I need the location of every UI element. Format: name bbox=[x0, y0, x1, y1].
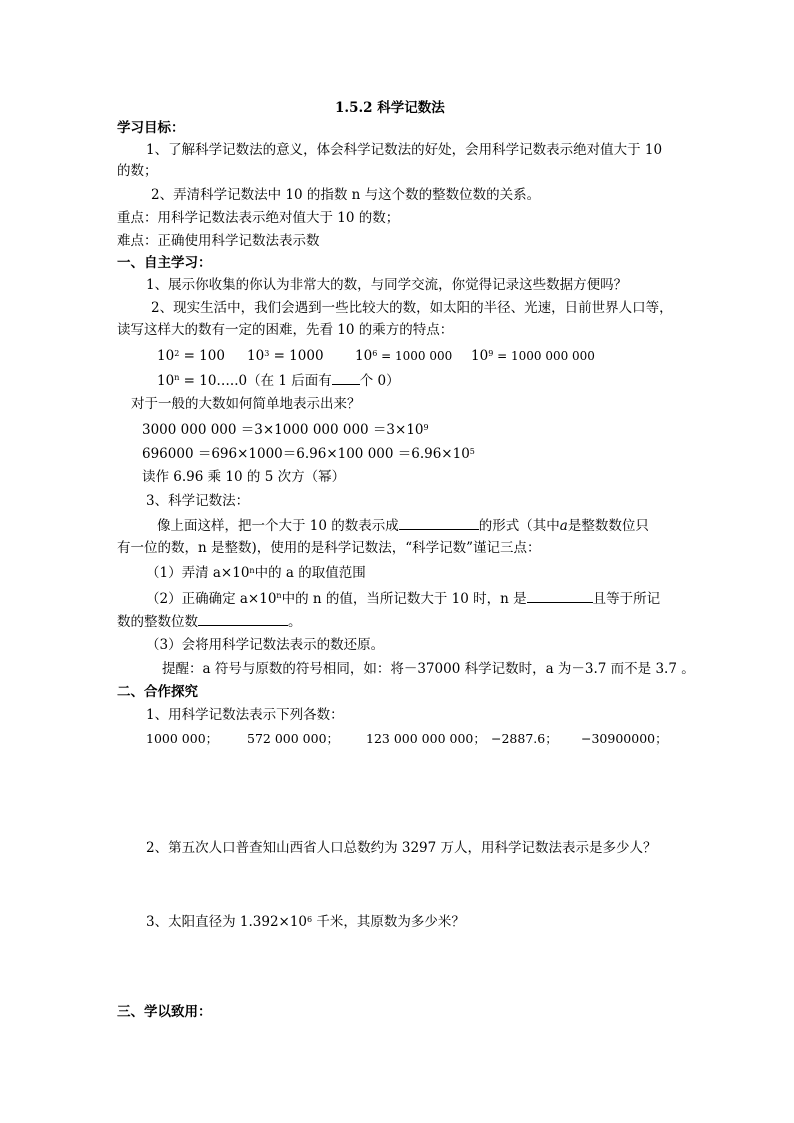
example-3-billion: 3000 000 000 ＝3×1000 000 $000 =3\times 10^9$ bbox=[142, 422, 429, 438]
power-general: $10^n$ = 10…..0（在 1 后面有 个 0） bbox=[157, 370, 400, 391]
page-title: 1.5.2 科学记数法 bbox=[335, 100, 445, 116]
power-example-3: $10^6 = 1000$ 000 bbox=[355, 348, 453, 364]
section-1-heading: 一、自主学习： bbox=[117, 255, 212, 271]
power-example-4: $10^9 = 1000$ 000 000 bbox=[471, 348, 595, 364]
s2-question-1: 1、用科学记数法表示下列各数： bbox=[146, 707, 344, 723]
point-1: （1）弄清 $a\times 10^n$中的 a 的取值范围 bbox=[146, 565, 366, 581]
point-2-line-1: （2）正确确定 $a\times 10^n$中的 n 的值，当所记数大于 10 时，n 是 且等于所记 bbox=[146, 588, 660, 609]
answer-blank[interactable] bbox=[332, 370, 360, 385]
big-number-question: 对于一般的大数如何简单地表示出来？ bbox=[131, 396, 361, 412]
point-3: （3）会将用科学记数法表示的数还原。 bbox=[146, 637, 385, 653]
power-example-1: $10^2 = 100$ bbox=[157, 348, 225, 364]
point-2-line-2: 数的整数位数 。 bbox=[117, 611, 302, 632]
s1-item-3-line-2: 有一位的数，n 是整数)，使用的是科学记数法，“科学记数”谨记三点： bbox=[117, 540, 541, 556]
number-3: 123 000 000 000； bbox=[366, 731, 486, 746]
s1-item-2-line-1: 2、现实生活中，我们会遇到一些比较大的数，如太阳的半径、光速，日前世界人口等， bbox=[151, 300, 673, 316]
goal-1-line-1: 1、了解科学记数法的意义，体会科学记数法的好处，会用科学记数表示绝对值大于 10 bbox=[146, 142, 663, 158]
s1-item-3-line-1: 像上面这样，把一个大于 10 的数表示成 的形式（其中a是整数数位只 bbox=[157, 515, 649, 536]
reminder-note: 提醒：a 符号与原数的符号相同，如：将－37000 科学记数时，a 为－3.7 而不是 3.7 。 bbox=[162, 661, 695, 677]
answer-blank[interactable] bbox=[399, 515, 479, 530]
number-4: −2887.6； bbox=[491, 731, 558, 746]
goals-heading: 学习目标： bbox=[117, 120, 185, 136]
section-2-heading: 二、合作探究 bbox=[117, 684, 198, 700]
focus-line: 重点：用科学记数法表示绝对值大于 10 的数； bbox=[117, 210, 400, 226]
number-2: 572 000 000； bbox=[247, 731, 340, 746]
s1-item-2-line-2: 读写这样大的数有一定的困难，先看 10 的乘方的特点： bbox=[117, 322, 454, 338]
s2-question-2: 2、第五次人口普查知山西省人口总数约为 3297 万人，用科学记数法表示是多少人？ bbox=[146, 840, 657, 856]
power-example-2: $10^3 = 1000$ bbox=[247, 348, 324, 364]
difficulty-line: 难点：正确使用科学记数法表示数 bbox=[117, 233, 320, 249]
answer-blank[interactable] bbox=[527, 588, 593, 603]
s1-item-1: 1、展示你收集的你认为非常大的数，与同学交流，你觉得记录这些数据方便吗？ bbox=[146, 277, 628, 293]
s2-question-3: 3、太阳直径为 $1.392\times 10^6$ 千米，其原数为多少米？ bbox=[146, 914, 465, 930]
number-5: −30900000； bbox=[581, 731, 668, 746]
answer-blank[interactable] bbox=[198, 611, 288, 626]
number-1: 1000 000； bbox=[146, 731, 219, 746]
goal-2: 2、弄清科学记数法中 10 的指数 n 与这个数的整数位数的关系。 bbox=[151, 187, 541, 203]
goal-1-line-2: 的数； bbox=[117, 163, 158, 179]
example-696000: 696000 ＝696×1000＝6.96×100 $000 =6.96\times 10^5$ bbox=[142, 446, 475, 462]
section-3-heading: 三、学以致用： bbox=[117, 1004, 212, 1020]
s1-item-3: 3、科学记数法： bbox=[146, 493, 250, 509]
reading-note: 读作 6.96 乘 10 的 5 次方（幂） bbox=[142, 469, 346, 485]
